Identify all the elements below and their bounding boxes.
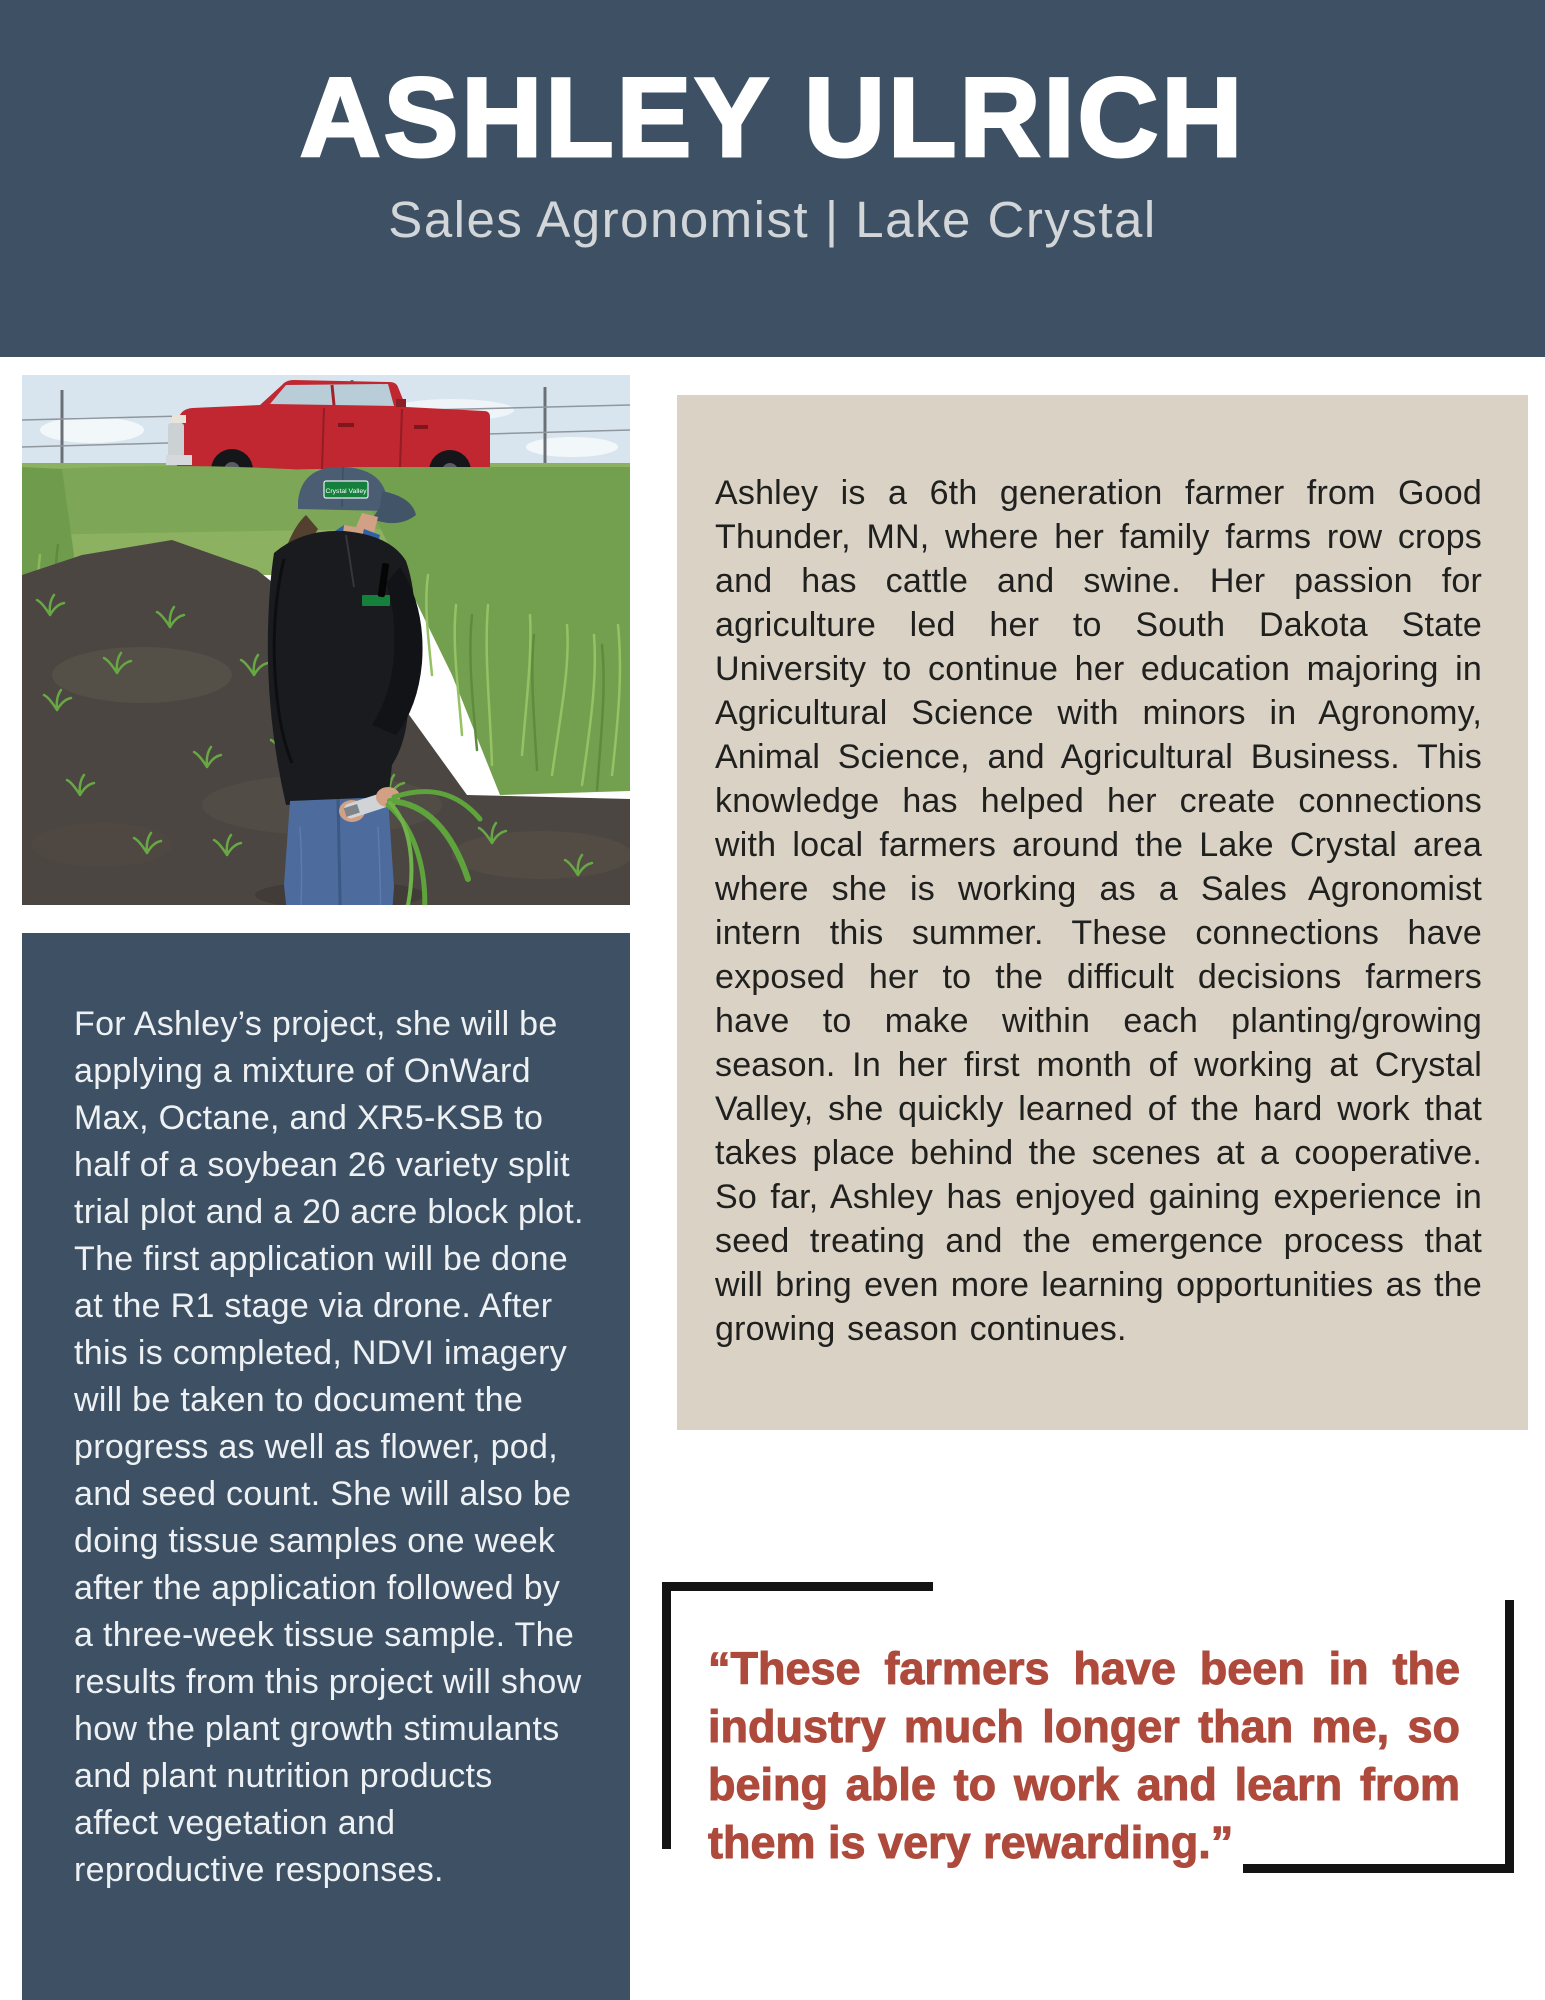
cap-logo-text: Crystal Valley (325, 488, 367, 495)
project-card (22, 933, 630, 2000)
quote-text: “These farmers have been in the industry much longer than me, so being able to work and learn from them is very rewarding.” (708, 1643, 1460, 1868)
chest-logo (362, 595, 390, 606)
quote-card (662, 1582, 1514, 1868)
bio-card (677, 395, 1528, 1430)
project-text: For Ashley’s project, she will be applying a mixture of OnWard Max, Octane, and XR5-KSB to half of a soybean 26 variety split trial plot and a 20 acre block plot. The first application will be done at the R1 stage via drone. After this is completed, NDVI imagery will be taken to document the progress as well as flower, pod, and seed count. She will also be doing tissue samples one week after the application followed by a three-week tissue sample. The results from this project will show how the plant growth stimulants and plant nutrition products affect vegetation and reproductive responses. (74, 1005, 584, 1889)
bio-text: Ashley is a 6th generation farmer from Good Thunder, MN, where her family farms row crops and has cattle and swine. Her passion for agriculture led her to South Dakota State University to continue her education majoring in Agricultural Science with minors in Agronomy, Animal Science, and Agricultural Business. This knowledge has helped her create connections with local farmers around the Lake Crystal area where she is working as a Sales Agronomist intern this summer. These connections have exposed her to the difficult decisions farmers have to make within each planting/growing season. In her first month of working at Crystal Valley, she quickly learned of the hard work that takes place behind the scenes at a cooperative. So far, Ashley has enjoyed gaining experience in seed treating and the emergence process that will bring even more learning opportunities as the growing season continues. (715, 474, 1482, 1348)
field-photo (22, 375, 630, 905)
header-band (0, 0, 1545, 357)
page-title: ASHLEY ULRICH (299, 55, 1246, 180)
field-photo-illustration (22, 375, 630, 905)
page-subtitle: Sales Agronomist | Lake Crystal (388, 191, 1157, 248)
